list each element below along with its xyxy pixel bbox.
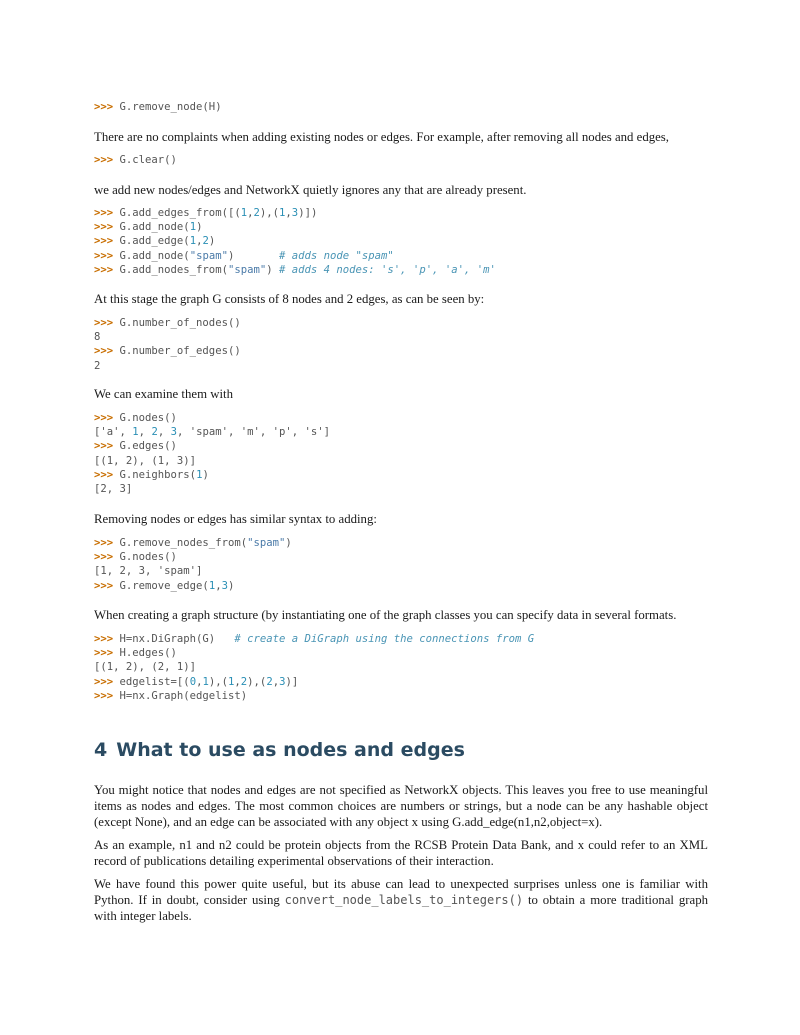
code-number: 1 <box>208 579 216 592</box>
code-number: 2 <box>240 675 248 688</box>
code-number: 3 <box>291 207 299 219</box>
code-prompt: >>> <box>94 551 114 564</box>
code-text: ) <box>227 249 279 262</box>
code-text: , <box>285 207 292 219</box>
code-line <box>94 536 292 550</box>
code-text: G.clear() <box>113 154 177 166</box>
code-prompt: >>> <box>94 675 114 688</box>
code-text: G.add_node( <box>113 249 190 262</box>
code-prompt: >>> <box>94 412 114 424</box>
code-text: G.add_node( <box>113 221 190 234</box>
paragraph-graph-stage: At this stage the graph G consists of 8 nodes and 2 edges, as can be seen by: <box>94 292 485 306</box>
code-block-number-of <box>94 316 241 373</box>
code-line <box>94 482 330 496</box>
code-text: , <box>138 426 152 439</box>
inline-code-convert: convert_node_labels_to_integers() <box>284 893 524 907</box>
section-heading <box>94 738 465 762</box>
code-text: )] <box>285 675 299 688</box>
section-number: 4 <box>94 739 108 761</box>
code-line <box>94 579 292 593</box>
code-text: ) <box>266 263 279 276</box>
code-block-digraph <box>94 632 534 703</box>
code-line <box>94 100 222 114</box>
paragraph-power-text-1: We have found this power quite useful, but its abuse can lead to unexpected surprises unless one is familiar with Python. If in doubt, consider using <box>94 877 708 907</box>
code-text: G.remove_nodes_from( <box>113 537 248 549</box>
paragraph-examine: We can examine them with <box>94 387 233 401</box>
paragraph-no-complaints: There are no complaints when adding existing nodes or edges. For example, after removing all nodes and edges, <box>94 130 669 144</box>
paragraph-removing: Removing nodes or edges has similar syntax to adding: <box>94 512 377 526</box>
code-text: ),( <box>259 207 280 219</box>
paragraph-power-useful <box>94 876 708 924</box>
code-comment: # adds node "spam" <box>279 249 394 262</box>
code-line <box>94 234 496 248</box>
code-line <box>94 263 496 277</box>
code-prompt: >>> <box>94 468 114 481</box>
code-line <box>94 675 534 689</box>
paragraph-power-text-2: to obtain a more traditional graph with integer labels. <box>94 893 708 923</box>
code-number: 1 <box>240 207 248 219</box>
code-text: G.nodes() <box>113 551 177 564</box>
code-text: ),( <box>208 675 228 688</box>
code-number: 2 <box>253 207 260 219</box>
code-text: G.nodes() <box>113 412 177 424</box>
code-block-removing <box>94 536 292 593</box>
code-prompt: >>> <box>94 317 114 329</box>
code-line <box>94 660 534 674</box>
code-line <box>94 550 292 564</box>
code-text: [(1, 2), (1, 3)] <box>94 454 197 467</box>
code-line <box>94 454 330 468</box>
code-text: G.number_of_edges() <box>113 345 241 358</box>
code-text: ) <box>208 235 216 248</box>
code-text: [2, 3] <box>94 482 133 495</box>
code-number: 3 <box>279 675 286 688</box>
code-prompt: >>> <box>94 249 114 262</box>
code-string: "spam" <box>189 249 228 262</box>
code-text: G.edges() <box>113 440 177 453</box>
code-line <box>94 249 496 263</box>
code-text: G.add_edges_from([( <box>113 207 241 219</box>
code-text: G.add_nodes_from( <box>113 263 228 276</box>
code-line <box>94 344 241 358</box>
code-number: 1 <box>189 221 197 234</box>
paragraph-creating-graph: When creating a graph structure (by instantiating one of the graph classes you can specify data in several formats. <box>94 608 677 622</box>
code-text: [(1, 2), (2, 1)] <box>94 661 197 674</box>
code-number: 1 <box>132 426 139 439</box>
code-prompt: >>> <box>94 689 114 702</box>
code-text: , <box>215 579 222 592</box>
code-line <box>94 330 241 344</box>
code-text: G.remove_node(H) <box>113 101 222 113</box>
code-text: , 'spam', 'm', 'p', 's'] <box>176 426 331 439</box>
code-prompt: >>> <box>94 154 114 166</box>
code-text: edgelist=[( <box>113 675 190 688</box>
code-text: H.edges() <box>113 647 177 660</box>
code-line <box>94 468 330 482</box>
code-prompt: >>> <box>94 221 114 234</box>
code-text: ) <box>285 537 292 549</box>
code-text: 2 <box>94 359 101 372</box>
code-number: 3 <box>221 579 228 592</box>
code-line <box>94 646 534 660</box>
code-number: 1 <box>196 468 203 481</box>
code-number: 1 <box>279 207 286 219</box>
code-prompt: >>> <box>94 101 114 113</box>
code-text: ) <box>196 221 203 234</box>
code-block-examine <box>94 411 330 496</box>
code-text: G.neighbors( <box>113 468 197 481</box>
code-number: 2 <box>202 235 209 248</box>
code-block-clear <box>94 153 177 167</box>
code-prompt: >>> <box>94 440 114 453</box>
code-text: [1, 2, 3, 'spam'] <box>94 565 203 578</box>
code-line <box>94 316 241 330</box>
code-block-add-nodes-edges <box>94 206 496 277</box>
code-line <box>94 439 330 453</box>
code-text: , <box>196 675 203 688</box>
code-text: ['a', <box>94 426 133 439</box>
code-text: ) <box>202 468 209 481</box>
code-number: 1 <box>189 235 197 248</box>
code-string: "spam" <box>247 537 286 549</box>
code-line <box>94 153 177 167</box>
code-text: ) <box>227 579 235 592</box>
code-number: 1 <box>202 675 209 688</box>
code-prompt: >>> <box>94 537 114 549</box>
code-number: 0 <box>189 675 197 688</box>
code-text: G.number_of_nodes() <box>113 317 241 329</box>
section-title: What to use as nodes and edges <box>116 739 465 761</box>
code-text: , <box>196 235 203 248</box>
code-prompt: >>> <box>94 633 114 645</box>
code-line <box>94 359 241 373</box>
code-number: 1 <box>228 675 235 688</box>
code-prompt: >>> <box>94 263 114 276</box>
paragraph-meaningful-items: You might notice that nodes and edges are not specified as NetworkX objects. This leaves you free to use meaningful items as nodes and edges. The most common choices are numbers or strings, but a node can be any hashable object (except None), and an edge can be associated with any object x using G.add_edge(n1,n2,object=x). <box>94 783 708 829</box>
code-text: , <box>272 675 280 688</box>
code-text: , <box>157 426 171 439</box>
code-line <box>94 411 330 425</box>
code-text: G.remove_edge( <box>113 579 209 592</box>
code-line <box>94 220 496 234</box>
code-text: H=nx.DiGraph(G) <box>113 633 235 645</box>
code-prompt: >>> <box>94 235 114 248</box>
code-number: 2 <box>266 675 273 688</box>
paragraph-add-new-nodes: we add new nodes/edges and NetworkX quietly ignores any that are already present. <box>94 183 527 197</box>
code-string: "spam" <box>227 263 267 276</box>
code-number: 2 <box>151 426 158 439</box>
code-text: H=nx.Graph(edgelist) <box>113 689 248 702</box>
code-text: )]) <box>298 207 318 219</box>
code-text: , <box>247 207 254 219</box>
code-prompt: >>> <box>94 579 114 592</box>
code-line <box>94 206 496 220</box>
paragraph-protein-example: As an example, n1 and n2 could be protein objects from the RCSB Protein Data Bank, and x could refer to an XML record of publications detailing experimental observations of their interaction. <box>94 838 708 868</box>
code-comment: # adds 4 nodes: 's', 'p', 'a', 'm' <box>279 263 496 276</box>
code-number: 3 <box>170 426 177 439</box>
code-text: 8 <box>94 331 101 344</box>
code-line <box>94 564 292 578</box>
code-text: , <box>234 675 241 688</box>
code-prompt: >>> <box>94 207 114 219</box>
code-block-remove-node <box>94 100 222 114</box>
code-comment: # create a DiGraph using the connections from G <box>234 633 535 645</box>
code-text: ),( <box>247 675 267 688</box>
code-line <box>94 632 534 646</box>
code-text: G.add_edge( <box>113 235 190 248</box>
code-line <box>94 689 534 703</box>
code-prompt: >>> <box>94 647 114 660</box>
code-line <box>94 425 330 439</box>
code-prompt: >>> <box>94 345 114 358</box>
